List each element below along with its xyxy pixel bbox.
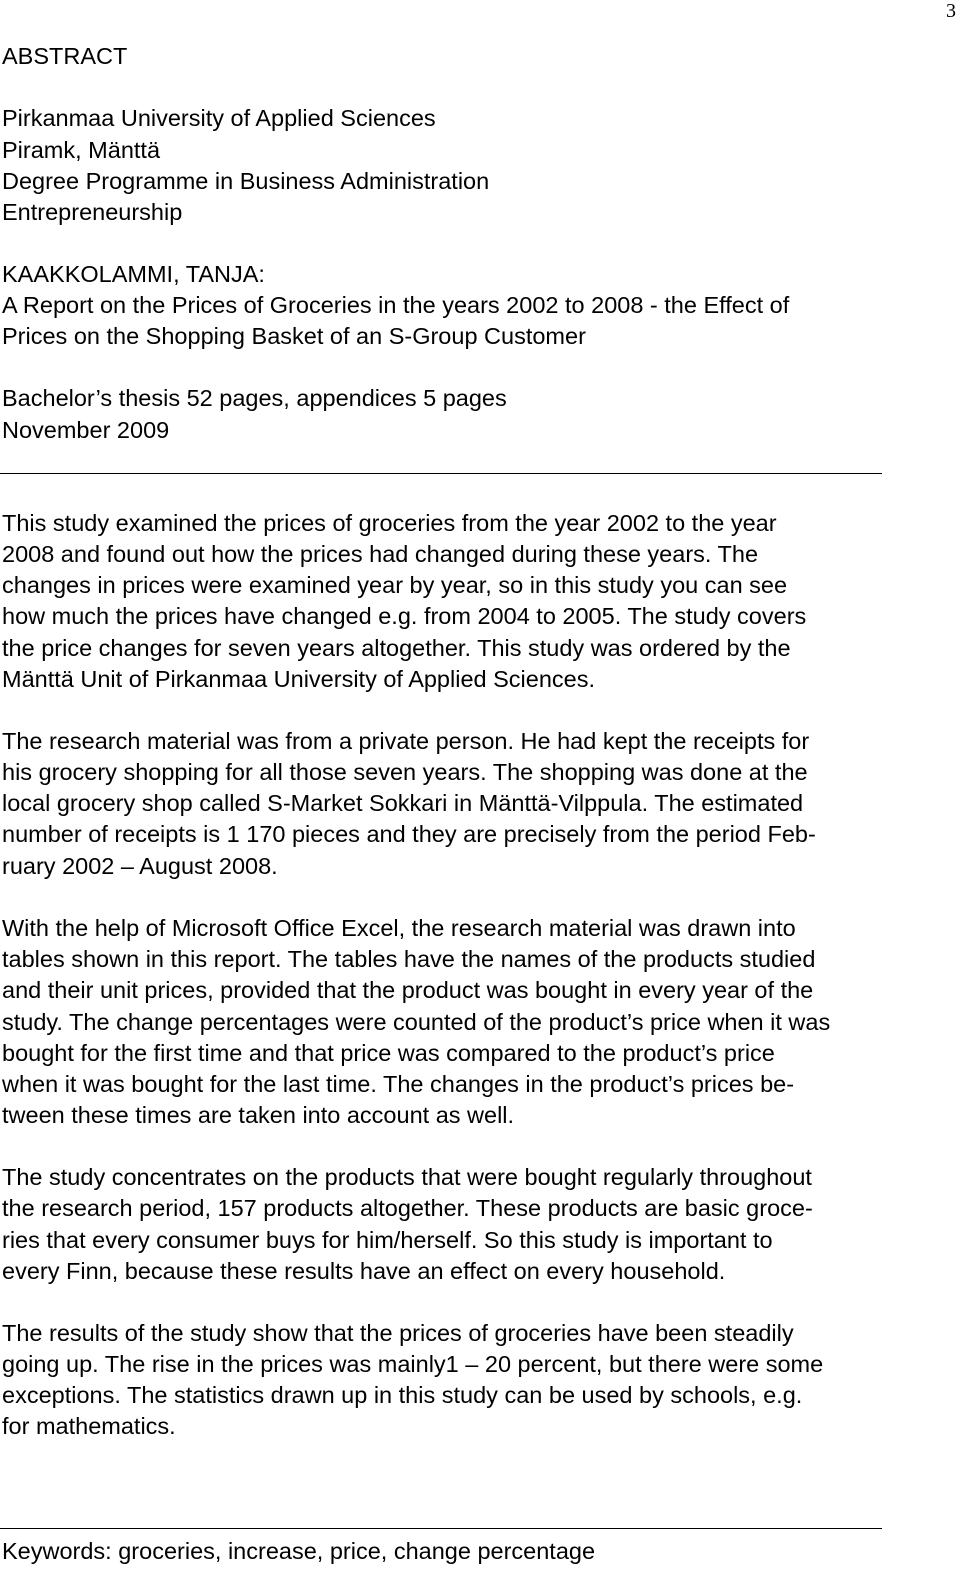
- degree-programme: Degree Programme in Business Administration: [2, 168, 490, 194]
- thesis-title-line: Prices on the Shopping Basket of an S-Group Customer: [2, 323, 586, 349]
- thesis-pages: Bachelor’s thesis 52 pages, appendices 5 pages: [2, 385, 507, 411]
- page-number: 3: [946, 0, 956, 22]
- abstract-body-line: local grocery shop called S-Market Sokkari in Mänttä-Vilppula. The estimated: [2, 790, 804, 816]
- abstract-body-line: when it was bought for the last time. The changes in the product’s prices be-: [2, 1071, 795, 1097]
- abstract-body-line: tween these times are taken into account as well.: [2, 1102, 515, 1128]
- abstract-body-line: study. The change percentages were counted of the product’s price when it was: [2, 1009, 831, 1035]
- abstract-body-line: going up. The rise in the prices was mainly1 – 20 percent, but there were some: [2, 1351, 824, 1377]
- specialisation: Entrepreneurship: [2, 199, 183, 225]
- abstract-body-line: The results of the study show that the prices of groceries have been steadily: [2, 1320, 794, 1346]
- abstract-body-line: ries that every consumer buys for him/herself. So this study is important to: [2, 1227, 773, 1253]
- abstract-body-line: the research period, 157 products altogether. These products are basic groce-: [2, 1195, 813, 1221]
- abstract-body-line: for mathematics.: [2, 1413, 176, 1439]
- abstract-body-line: 2008 and found out how the prices had changed during these years. The: [2, 541, 759, 567]
- keywords-line: Keywords: groceries, increase, price, change percentage: [2, 1538, 596, 1564]
- abstract-body-line: ruary 2002 – August 2008.: [2, 853, 278, 879]
- abstract-heading: ABSTRACT: [2, 43, 128, 69]
- abstract-body-line: the price changes for seven years altogether. This study was ordered by the: [2, 635, 791, 661]
- thesis-title-line: A Report on the Prices of Groceries in the years 2002 to 2008 - the Effect of: [2, 292, 790, 318]
- abstract-body-line: Mänttä Unit of Pirkanmaa University of Applied Sciences.: [2, 666, 595, 692]
- abstract-body-line: bought for the first time and that price was compared to the product’s price: [2, 1040, 775, 1066]
- abstract-body-line: The research material was from a private person. He had kept the receipts for: [2, 728, 810, 754]
- abstract-body-line: and their unit prices, provided that the product was bought in every year of the: [2, 977, 814, 1003]
- abstract-body-line: his grocery shopping for all those seven years. The shopping was done at the: [2, 759, 808, 785]
- abstract-body-line: tables shown in this report. The tables have the names of the products studied: [2, 946, 816, 972]
- unit-name: Piramk, Mänttä: [2, 137, 161, 163]
- thesis-date: November 2009: [2, 417, 170, 443]
- separator-rule: [0, 473, 882, 474]
- abstract-body-line: changes in prices were examined year by year, so in this study you can see: [2, 572, 788, 598]
- abstract-body-line: This study examined the prices of groceries from the year 2002 to the year: [2, 510, 777, 536]
- abstract-body-line: With the help of Microsoft Office Excel, the research material was drawn into: [2, 915, 796, 941]
- author-name: KAAKKOLAMMI, TANJA:: [2, 261, 265, 287]
- university-name: Pirkanmaa University of Applied Sciences: [2, 105, 436, 131]
- abstract-body-line: exceptions. The statistics drawn up in this study can be used by schools, e.g.: [2, 1382, 803, 1408]
- keywords-rule: [0, 1528, 882, 1529]
- abstract-body-line: The study concentrates on the products that were bought regularly throughout: [2, 1164, 812, 1190]
- abstract-body-line: how much the prices have changed e.g. from 2004 to 2005. The study covers: [2, 603, 807, 629]
- abstract-body-line: every Finn, because these results have an effect on every household.: [2, 1258, 726, 1284]
- abstract-body-line: number of receipts is 1 170 pieces and they are precisely from the period Feb-: [2, 821, 816, 847]
